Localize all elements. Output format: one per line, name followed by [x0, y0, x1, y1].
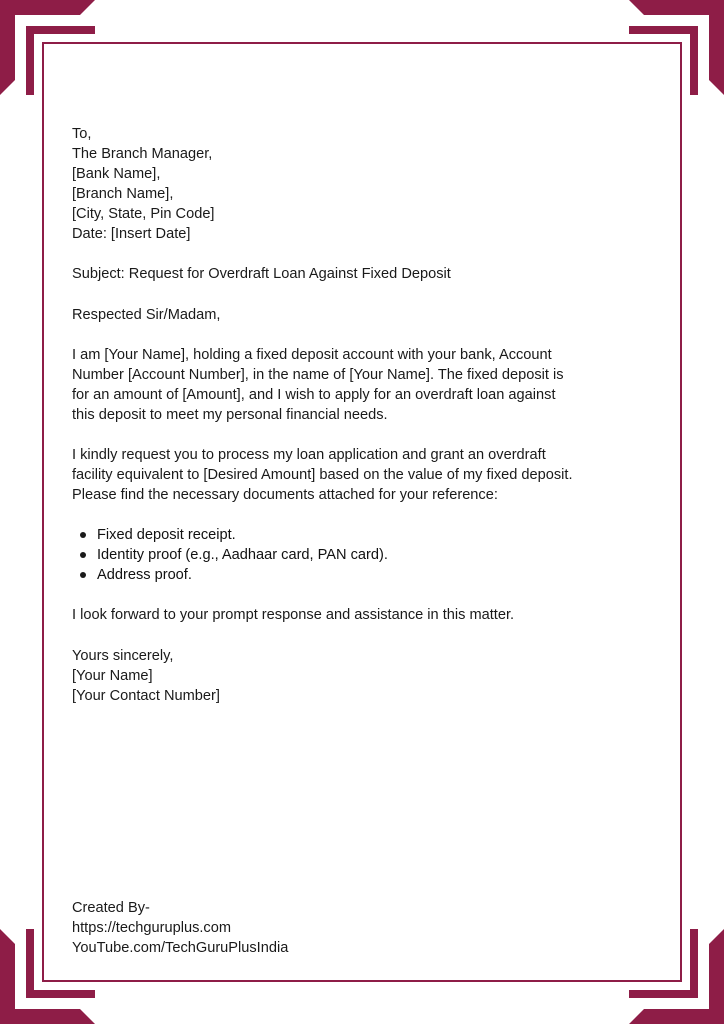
date-line: Date: [Insert Date]: [72, 226, 191, 242]
list-item: Identity proof (e.g., Aadhaar card, PAN card).: [78, 545, 388, 565]
contact-number: [Your Contact Number]: [72, 688, 220, 704]
credit-url: https://techguruplus.com: [72, 920, 231, 936]
signoff-line: Yours sincerely,: [72, 648, 174, 664]
body-paragraph-2: [72, 445, 657, 505]
paragraph-line: I am [Your Name], holding a fixed deposit account with your bank, Account: [72, 347, 552, 363]
address-line: [City, State, Pin Code]: [72, 206, 215, 222]
address-line: To,: [72, 126, 92, 142]
subject-line: [72, 264, 657, 284]
closing-text: I look forward to your prompt response and assistance in this matter.: [72, 607, 515, 623]
paragraph-line: I kindly request you to process my loan application and grant an overdraft: [72, 447, 546, 463]
paragraph-line: this deposit to meet my personal financial needs.: [72, 407, 388, 423]
credit-youtube: YouTube.com/TechGuruPlusIndia: [72, 940, 289, 956]
address-line: [Branch Name],: [72, 186, 174, 202]
paragraph-line: Please find the necessary documents attached for your reference:: [72, 487, 498, 503]
address-line: The Branch Manager,: [72, 146, 213, 162]
address-line: [Bank Name],: [72, 166, 161, 182]
list-item: Address proof.: [78, 565, 388, 585]
signature-name: [Your Name]: [72, 668, 153, 684]
salutation: [72, 305, 657, 325]
recipient-address: [72, 124, 657, 244]
subject-text: Subject: Request for Overdraft Loan Against Fixed Deposit: [72, 266, 451, 282]
paragraph-line: for an amount of [Amount], and I wish to apply for an overdraft loan against: [72, 387, 556, 403]
credits-block: [72, 898, 657, 958]
body-paragraph-1: [72, 345, 657, 425]
credit-line: Created By-: [72, 900, 150, 916]
paragraph-line: Number [Account Number], in the name of [Your Name]. The fixed deposit is: [72, 367, 564, 383]
signoff-block: [72, 646, 657, 706]
documents-list: [78, 525, 388, 585]
closing-paragraph: [72, 605, 657, 625]
salutation-text: Respected Sir/Madam,: [72, 307, 221, 323]
paragraph-line: facility equivalent to [Desired Amount] based on the value of my fixed deposit.: [72, 467, 573, 483]
list-item: Fixed deposit receipt.: [78, 525, 388, 545]
